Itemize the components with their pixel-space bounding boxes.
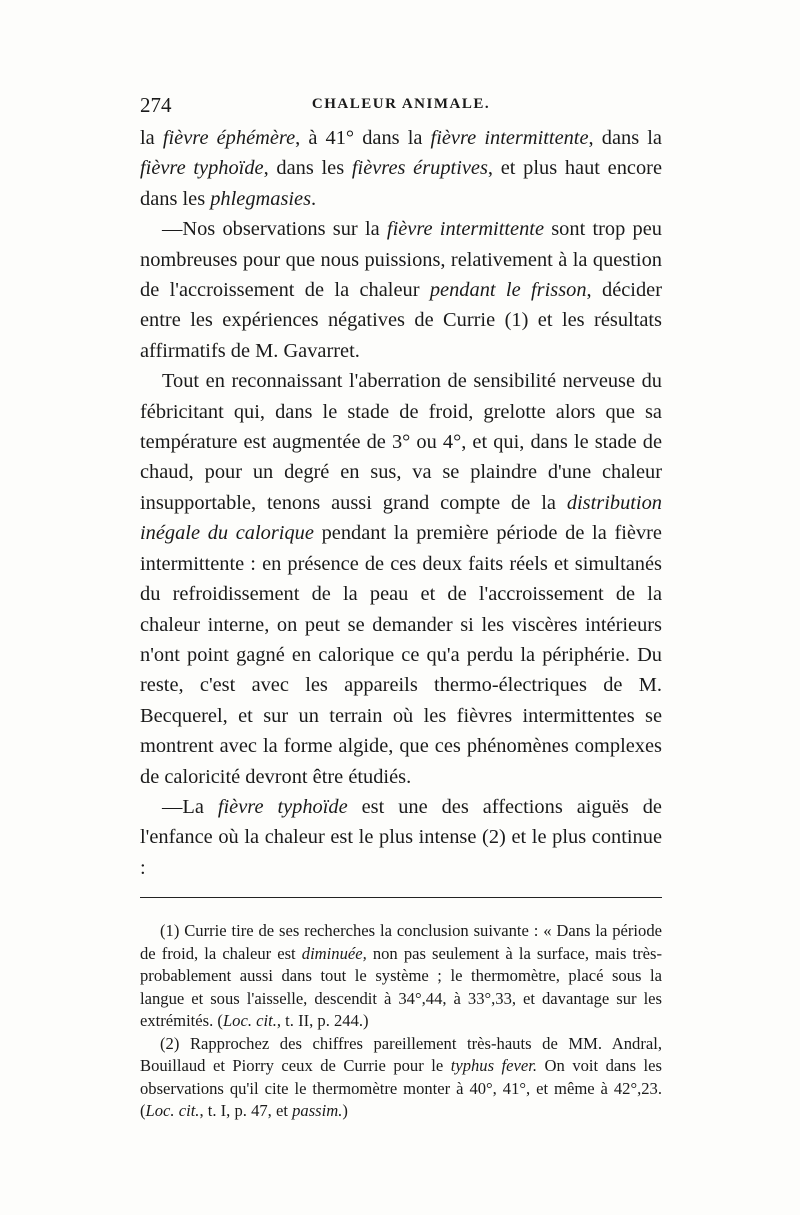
paragraph-2: —Nos observations sur la fièvre intermittente sont trop peu nombreuses pour que nous puissions, relativement à la question de l'accroissement de la chaleur pendant le frisson, décider entre les expériences négatives de Currie (1) et les résultats affirmatifs de M. Gavarret. xyxy=(140,218,662,362)
footnote-1: (1) Currie tire de ses recherches la conclusion suivante : « Dans la période de froid, la chaleur est diminuée, non pas seulement à la surface, mais très-probablement aussi dans tout le système ; le thermomètre, placé sous la langue et sous l'aisselle, descendit à 34°,44, à 33°,33, et davantage sur les extrémités. (Loc. cit., t. II, p. 244.) xyxy=(140,921,662,1031)
running-title: CHALEUR ANIMALE. xyxy=(311,96,491,112)
paragraph-3: Tout en reconnaissant l'aberration de sensibilité nerveuse du fébricitant qui, dans le stade de froid, grelotte alors que sa température est augmentée de 3° ou 4°, et qui, dans le stade de chaud, pour un degré en sus, va se plaindre d'une chaleur insupportable, tenons aussi grand compte de la distribution inégale du calorique pendant la première période de la fièvre intermittente : en présence de ces deux faits réels et simultanés du refroidissement de la peau et de l'accroissement de la chaleur interne, on peut se demander si les viscères intérieurs n'ont point gagné en calorique ce qu'a perdu la périphérie. Du reste, c'est avec les appareils thermo-électriques de M. Becquerel, et sur un terrain où les fièvres intermittentes se montrent avec la forme algide, que ces phénomènes complexes de caloricité devront être étudiés. xyxy=(140,370,662,788)
footnotes xyxy=(140,920,662,1123)
page-number: 274 xyxy=(140,93,172,117)
book-page xyxy=(140,93,662,1123)
footnote-2: (2) Rapprochez des chiffres pareillement très-hauts de MM. Andral, Bouillaud et Piorry ceux de Currie pour le typhus fever. On voit dans les observations qu'il cite le thermomètre monter à 40°, 41°, et même à 42°,23. (Loc. cit., t. I, p. 47, et passim.) xyxy=(140,1033,662,1121)
page-header xyxy=(140,93,662,123)
footnote-divider xyxy=(140,897,662,898)
main-text xyxy=(140,123,662,883)
paragraph-1: la fièvre éphémère, à 41° dans la fièvre intermittente, dans la fièvre typhoïde, dans les fièvres éruptives, et plus haut encore dans les phlegmasies. xyxy=(140,127,663,210)
paragraph-4: —La fièvre typhoïde est une des affections aiguës de l'enfance où la chaleur est le plus intense (2) et le plus continue : xyxy=(140,795,662,879)
